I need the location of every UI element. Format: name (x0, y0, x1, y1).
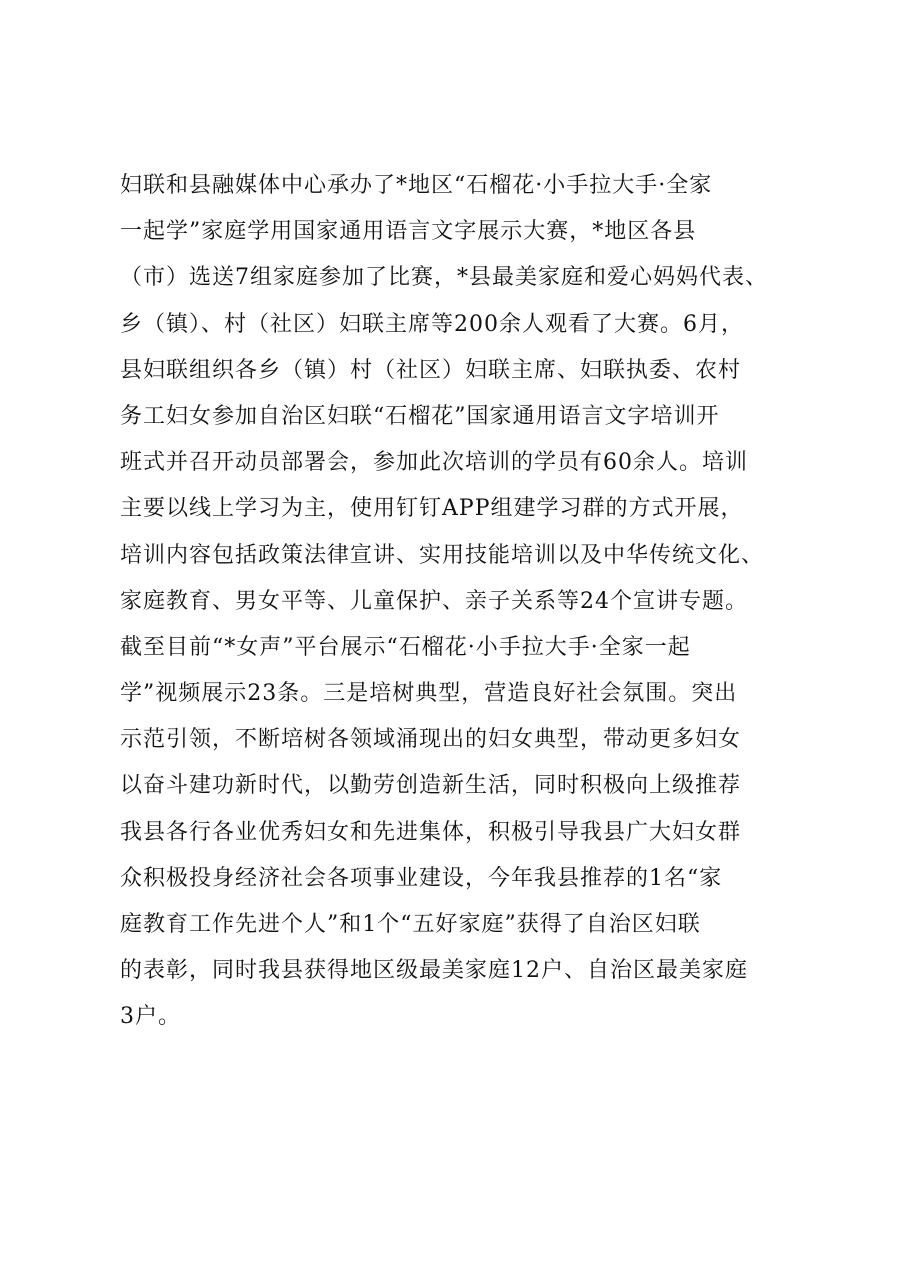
text-line-19: 3户。 (120, 1004, 181, 1030)
text-line-1: 妇联和县融媒体中心承办了*地区“石榴花·小手拉大手·全家 (120, 173, 713, 198)
text-line-18: 的表彰，同时我县获得地区级最美家庭12户、自治区最美家庭 (120, 958, 748, 984)
text-line-3: （市）选送7组家庭参加了比赛，*县最美家庭和爱心妈妈代表、 (120, 265, 768, 291)
text-line-13: 示范引领，不断培树各领域涌现出的妇女典型，带动更多妇女 (120, 727, 742, 753)
text-line-14: 以奋斗建功新时代，以勤劳创造新生活，同时积极向上级推荐 (120, 773, 742, 799)
text-line-7: 班式并召开动员部署会，参加此次培训的学员有60余人。培训 (120, 450, 748, 476)
text-line-12: 学”视频展示23条。三是培树典型，营造良好社会氛围。突出 (120, 681, 738, 707)
text-line-8: 主要以线上学习为主，使用钉钉APP组建学习群的方式开展， (120, 496, 744, 522)
text-line-5: 县妇联组织各乡（镇）村（社区）妇联主席、妇联执委、农村 (120, 357, 742, 383)
text-line-10: 家庭教育、男女平等、儿童保护、亲子关系等24个宣讲专题。 (120, 588, 748, 614)
text-line-9: 培训内容包括政策法律宣讲、实用技能培训以及中华传统文化、 (120, 542, 765, 568)
text-line-2: 一起学”家庭学用国家通用语言文字展示大赛，*地区各县 (120, 219, 697, 245)
text-line-6: 务工妇女参加自治区妇联“石榴花”国家通用语言文字培训开 (120, 403, 720, 429)
body-paragraph (120, 163, 820, 1041)
text-line-11: 截至目前“*女声”平台展示“石榴花·小手拉大手·全家一起 (120, 634, 691, 660)
text-line-16: 众积极投身经济社会各项事业建设，今年我县推荐的1名“家 (120, 865, 723, 891)
text-line-17: 庭教育工作先进个人”和1个“五好家庭”获得了自治区妇联 (120, 912, 701, 937)
text-line-4: 乡（镇）、村（社区）妇联主席等200余人观看了大赛。6月， (120, 311, 744, 337)
text-line-15: 我县各行各业优秀妇女和先进集体，积极引导我县广大妇女群 (120, 819, 742, 845)
